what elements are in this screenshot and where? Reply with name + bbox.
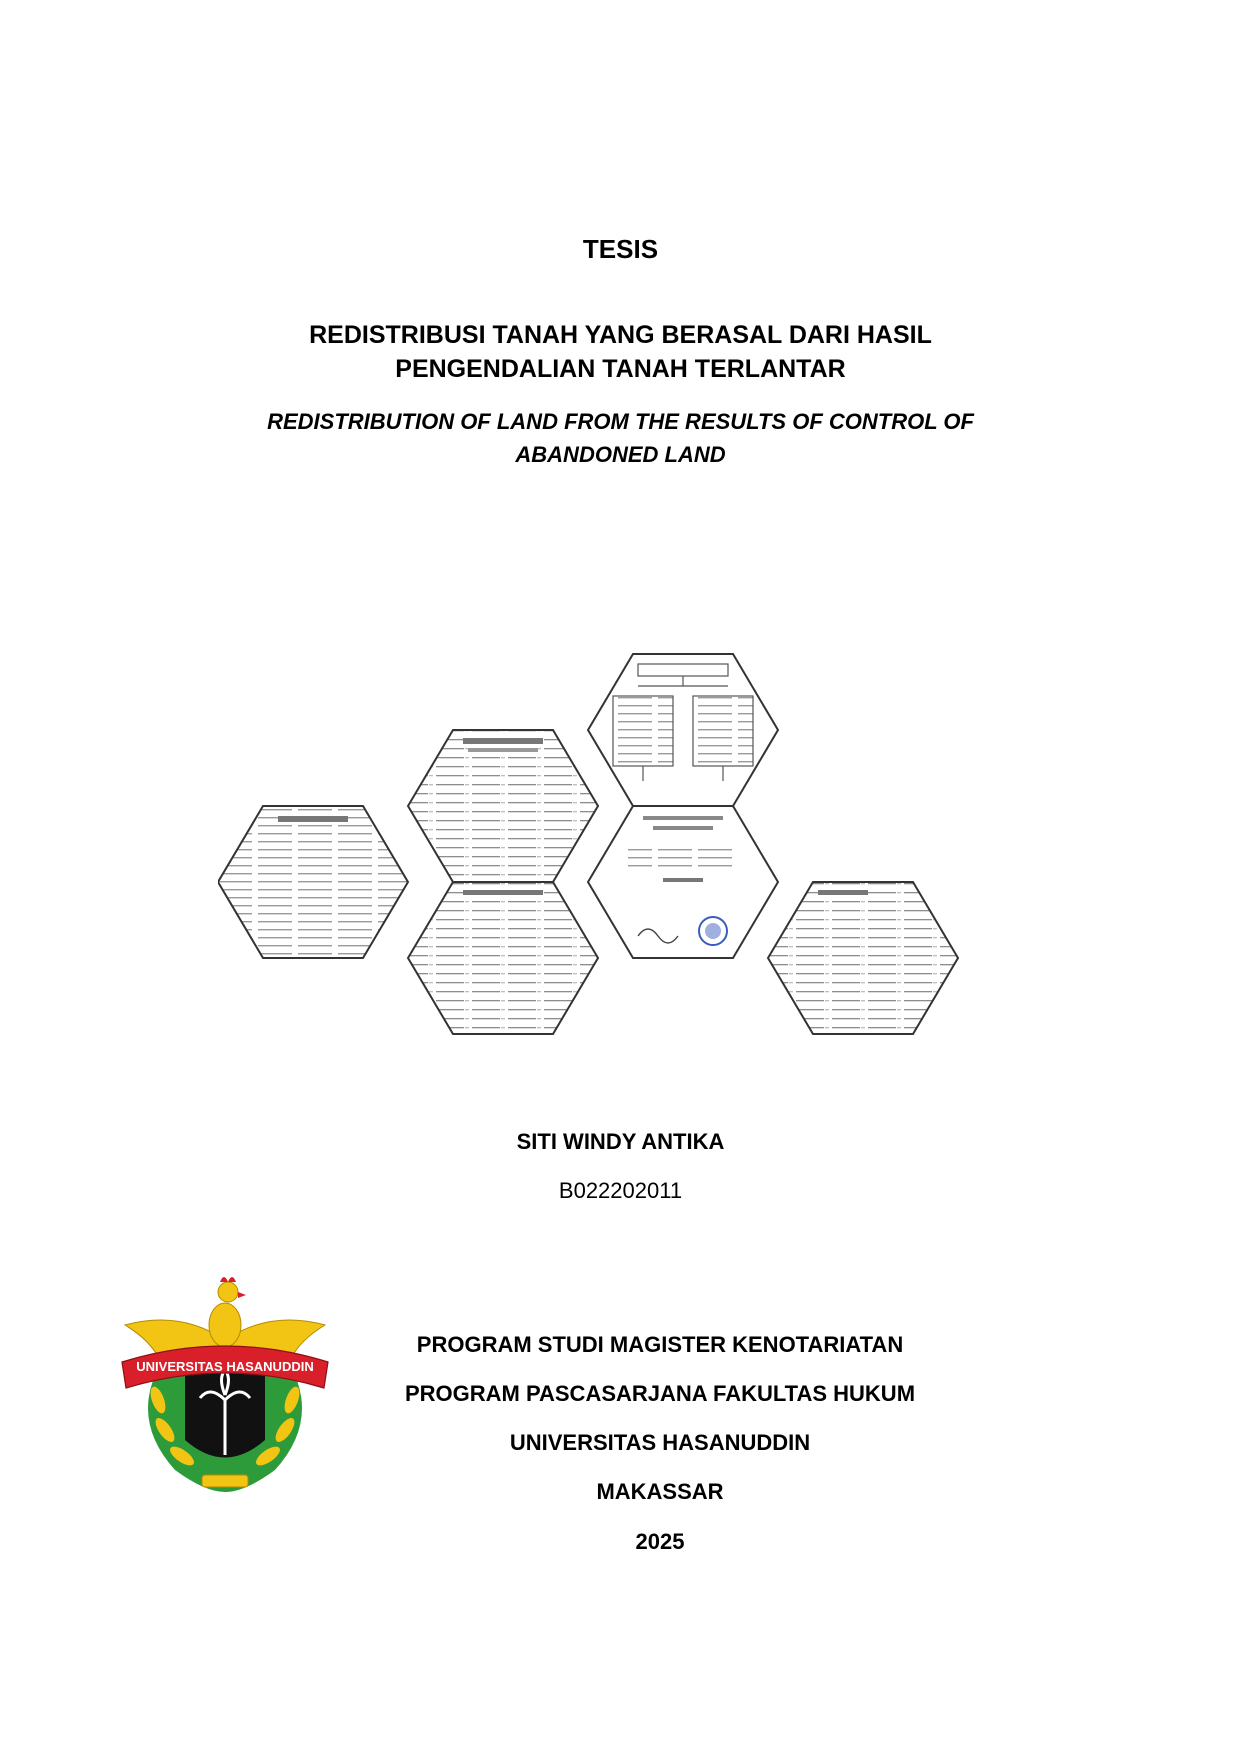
hex-page-left <box>218 806 408 958</box>
institution-city: MAKASSAR <box>596 1479 724 1504</box>
institution-year: 2025 <box>635 1529 685 1554</box>
logo-ribbon-text: UNIVERSITAS HASANUDDIN <box>136 1359 314 1374</box>
hex-page-bibliography <box>768 882 958 1034</box>
hex-page-bottom-middle <box>408 882 598 1034</box>
title-english-line-1: REDISTRIBUTION OF LAND FROM THE RESULTS OF CONTROL OF <box>267 409 974 434</box>
title-english-line-2: ABANDONED LAND <box>515 442 726 467</box>
institution-line-3: UNIVERSITAS HASANUDDIN <box>509 1430 811 1455</box>
hex-page-diagram <box>588 654 778 806</box>
hexagon-document-collage <box>218 646 1018 1046</box>
author-name: SITI WINDY ANTIKA <box>516 1129 725 1154</box>
institution-line-2: PROGRAM PASCASARJANA FAKULTAS HUKUM <box>404 1381 916 1406</box>
hex-page-top-middle <box>408 730 598 882</box>
hex-page-certificate <box>588 806 778 958</box>
student-id: B022202011 <box>558 1178 683 1203</box>
title-indonesian-line-1: REDISTRIBUSI TANAH YANG BERASAL DARI HASIL <box>309 321 932 349</box>
title-indonesian-line-2: PENGENDALIAN TANAH TERLANTAR <box>395 355 846 383</box>
institution-line-1: PROGRAM STUDI MAGISTER KENOTARIATAN <box>416 1332 904 1357</box>
document-type: TESIS <box>582 234 659 264</box>
